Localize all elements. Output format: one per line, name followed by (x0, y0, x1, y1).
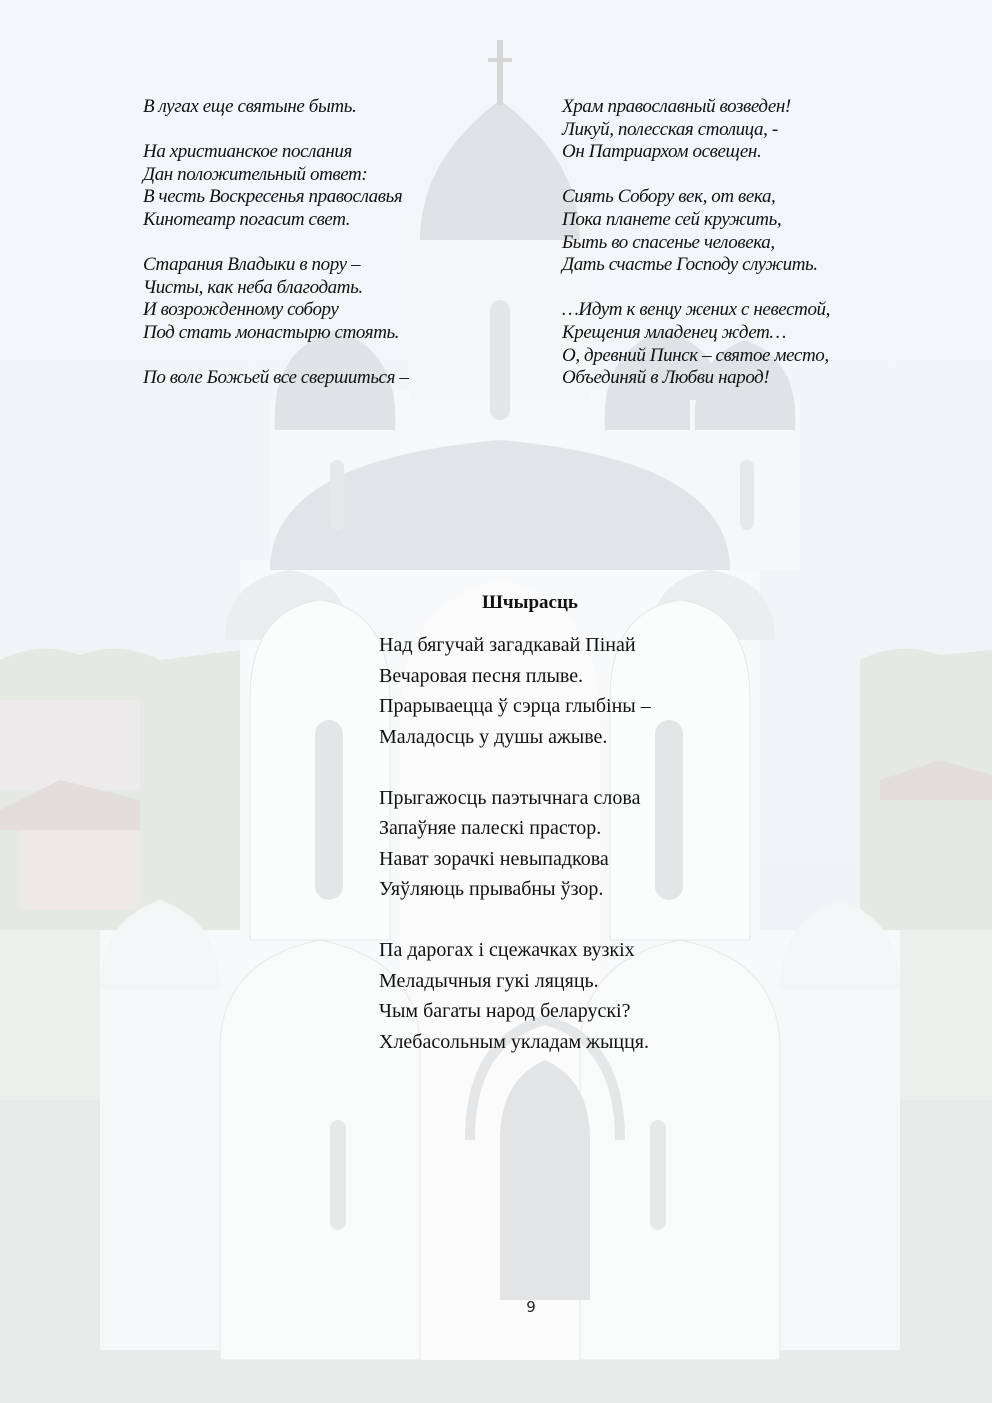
poem-line: Прыгажосць паэтычнага слова (379, 786, 641, 809)
poem-line: Хлебасольным укладам жыцця. (379, 1030, 650, 1053)
poem-line: По воле Божьей все свершиться – (143, 367, 409, 389)
poem-line: Старания Владыки в пору – (143, 254, 361, 276)
poem-line: Дан положительный ответ: (143, 163, 368, 185)
poem-line: Вечаровая песня плыве. (379, 664, 584, 687)
poem-line: Пока планете сей кружить, (562, 208, 782, 230)
poem-title: Шчырасць (482, 592, 578, 613)
stanza (379, 783, 799, 905)
poem-line: На христианское послания (143, 141, 352, 163)
poem-line: Крещения младенец ждет… (562, 321, 786, 343)
russian-poem-left-column (143, 96, 503, 412)
page-number: 9 (526, 1298, 536, 1316)
poem-line: Сиять Собору век, от века, (562, 186, 776, 208)
stanza (379, 935, 799, 1057)
poem-line: Быть во спасенье человека, (562, 231, 775, 253)
poem-line: И возрожденному собору (143, 299, 339, 321)
poem-line: В лугах еще святыне быть. (143, 96, 357, 117)
poem-line: Дать счастье Господу служить. (562, 254, 818, 276)
belarusian-poem (379, 630, 799, 1088)
poem-line: Под стать монастырю стоять. (143, 321, 400, 343)
stanza (562, 186, 922, 276)
poem-line: Маладосць у душы ажыве. (379, 725, 608, 748)
poem-line: Чым багаты народ беларускі? (379, 1000, 631, 1022)
poem-line: Уяўляюць прывабны ўзор. (379, 878, 604, 900)
poem-line: Па дарогах і сцежачках вузкіх (379, 939, 635, 961)
poem-line: Кинотеатр погасит свет. (143, 208, 351, 230)
poem-line: В честь Воскресенья православья (143, 186, 403, 208)
poem-line: Запаўняе палескі прастор. (379, 817, 602, 839)
stanza (562, 299, 922, 389)
poem-line: Меладычныя гукі ляцяць. (379, 969, 599, 992)
stanza (379, 630, 799, 752)
russian-poem-right-column (562, 96, 922, 412)
poem-line: …Идут к венцу жених с невестой, (562, 299, 830, 321)
stanza (143, 96, 503, 119)
stanza (143, 367, 503, 390)
poem-line: Чисты, как неба благодать. (143, 276, 363, 298)
poem-line: Он Патриархом освещен. (562, 141, 762, 163)
poem-line: Ликуй, полесская столица, - (562, 118, 778, 140)
stanza (562, 96, 922, 164)
stanza (143, 254, 503, 344)
poem-line: О, древний Пинск – святое место, (562, 344, 829, 366)
poem-line: Прарываецца ў сэрца глыбіны – (379, 695, 651, 717)
poem-line: Над бягучай загадкавай Пінай (379, 634, 636, 656)
poem-line: Нават зорачкі невыпадкова (379, 847, 609, 870)
poem-line: Объединяй в Любви народ! (562, 367, 770, 389)
poem-line: Храм православный возведен! (562, 96, 791, 117)
stanza (143, 141, 503, 231)
